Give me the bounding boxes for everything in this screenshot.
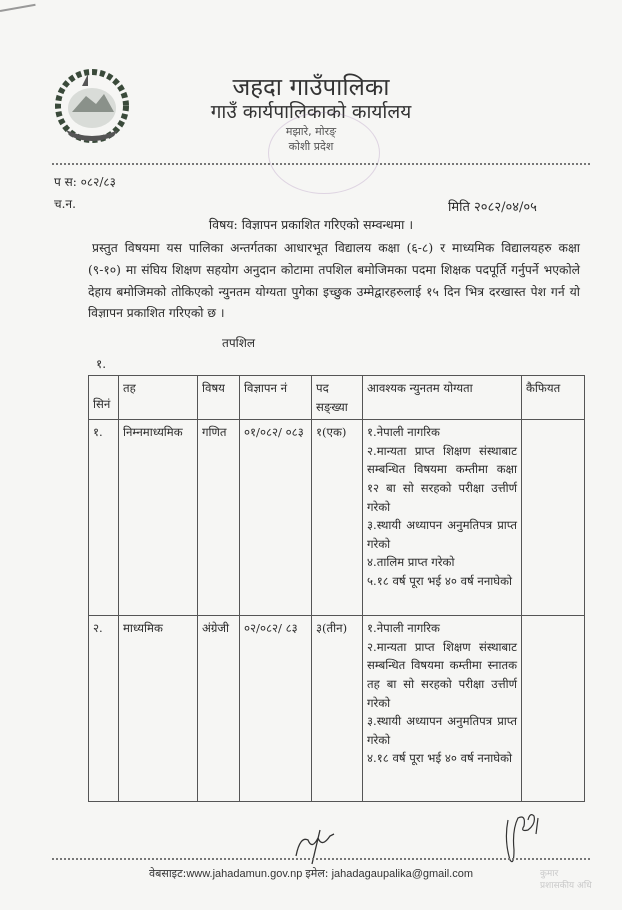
cell-qualification bbox=[363, 420, 522, 616]
qualification-item: २.मान्यता प्राप्त शिक्षण संस्थाबाट सम्बन्धित विषयमा कम्तीमा स्नातक तह बा सो सरहको परीक्षा उत्तीर्ण गरेको bbox=[367, 639, 517, 710]
qualification-item: ५.१८ वर्ष पूरा भई ४० वर्ष ननाघेको bbox=[367, 573, 513, 588]
cell-qualification bbox=[363, 616, 522, 802]
header-divider bbox=[52, 163, 590, 165]
cell-subject: गणित bbox=[198, 420, 240, 616]
qualification-item: ३.स्थायी अध्यापन अनुमतिपत्र प्राप्त गरेको bbox=[367, 518, 517, 551]
qualification-item: ३.स्थायी अध्यापन अनुमतिपत्र प्राप्त गरेको bbox=[367, 714, 517, 747]
table-header-row bbox=[89, 376, 585, 420]
footer-contact bbox=[0, 866, 622, 881]
qualification-item: ४.तालिम प्राप्त गरेको bbox=[367, 555, 455, 570]
email-label: इमेल: bbox=[305, 867, 329, 880]
office-seal bbox=[268, 112, 380, 194]
header-level: तह bbox=[119, 376, 198, 420]
header-qualification: आवश्यक न्युनतम योग्यता bbox=[363, 376, 522, 420]
qualification-item: १.नेपाली नागरिक bbox=[367, 621, 440, 636]
municipality-name: जहदा गाउँपालिका bbox=[232, 73, 390, 101]
cell-sn: १. bbox=[89, 420, 119, 616]
table-row bbox=[89, 616, 585, 802]
cell-posts: १(एक) bbox=[312, 420, 363, 616]
schedule-label: तपशिल bbox=[222, 336, 256, 350]
header-subject: विषय bbox=[198, 376, 240, 420]
cell-level: माध्यमिक bbox=[119, 616, 198, 802]
address-line-1: मझारे, मोरङ् bbox=[285, 125, 337, 138]
faded-stamp bbox=[540, 868, 592, 892]
reference-number: प स: ०८२/८३ bbox=[54, 175, 116, 189]
header-ad-no: विज्ञापन नं bbox=[240, 376, 312, 420]
cell-ad-no: ०२/०८२/ ८३ bbox=[240, 616, 312, 802]
letter-body: प्रस्तुत विषयमा यस पालिका अन्तर्गतका आधारभूत विद्यालय कक्षा (६-८) र माध्यमिक विद्यालयहरु कक्षा (९-१०) मा संघिय शिक्षण सहयोग अनुदान कोटामा तपशिल बमोजिमका पदमा शिक्षक पदपूर्ति गर्नुपर्ने भएकोले देहाय बमोजिमको तोकिएको न्युनतम योग्यता पुगेका इच्छुक उम्मेद्वारहरुलाई १५ दिन भित्र दरखास्त पेश गर्न यो विज्ञापन प्रकाशित गरिएको छ । bbox=[88, 241, 580, 321]
header-sn: सिनं bbox=[89, 376, 119, 420]
letter-subject: विषय: विज्ञापन प्रकाशित गरिएको सम्वन्धमा । bbox=[208, 217, 414, 232]
office-name: गाउँ कार्यपालिकाको कार्यालय bbox=[210, 101, 412, 123]
qualification-item: २.मान्यता प्राप्त शिक्षण संस्थाबाट सम्बन्धित विषयमा कम्तीमा कक्षा १२ बा सो सरहको परीक्षा उत्तीर्ण गरेको bbox=[367, 443, 517, 514]
website-label: वेबसाइट: bbox=[148, 867, 187, 880]
faded-stamp-line: कुमार bbox=[540, 869, 559, 879]
header-remarks: कैफियत bbox=[522, 376, 585, 420]
dispatch-number: च.न. bbox=[54, 197, 76, 211]
website-link[interactable]: www.jahadamun.gov.np bbox=[186, 868, 303, 880]
corner-mark bbox=[0, 4, 36, 12]
cell-sn: २. bbox=[89, 616, 119, 802]
qualification-item: ४.१८ वर्ष पूरा भई ४० वर्ष ननाघेको bbox=[367, 751, 513, 766]
footer-divider bbox=[52, 858, 590, 860]
header-posts: पद सङ्ख्या bbox=[312, 376, 363, 420]
cell-level: निम्नमाध्यमिक bbox=[119, 420, 198, 616]
cell-ad-no: ०१/०८२/ ०८३ bbox=[240, 420, 312, 616]
faded-stamp-line: प्रशासकीय अधि bbox=[540, 881, 592, 891]
qualification-item: १.नेपाली नागरिक bbox=[367, 425, 440, 440]
cell-remarks bbox=[522, 616, 585, 802]
cell-subject: अंग्रेजी bbox=[198, 616, 240, 802]
list-number: १. bbox=[96, 357, 107, 371]
address-line-2: कोशी प्रदेश bbox=[288, 140, 334, 153]
signature-1 bbox=[290, 826, 342, 866]
table-row bbox=[89, 420, 585, 616]
letter-date: मिति २०८२/०४/०५ bbox=[448, 200, 537, 215]
cell-posts: ३(तीन) bbox=[312, 616, 363, 802]
email-link[interactable]: jahadagaupalika@gmail.com bbox=[331, 868, 474, 880]
cell-remarks bbox=[522, 420, 585, 616]
vacancy-table bbox=[88, 375, 585, 802]
